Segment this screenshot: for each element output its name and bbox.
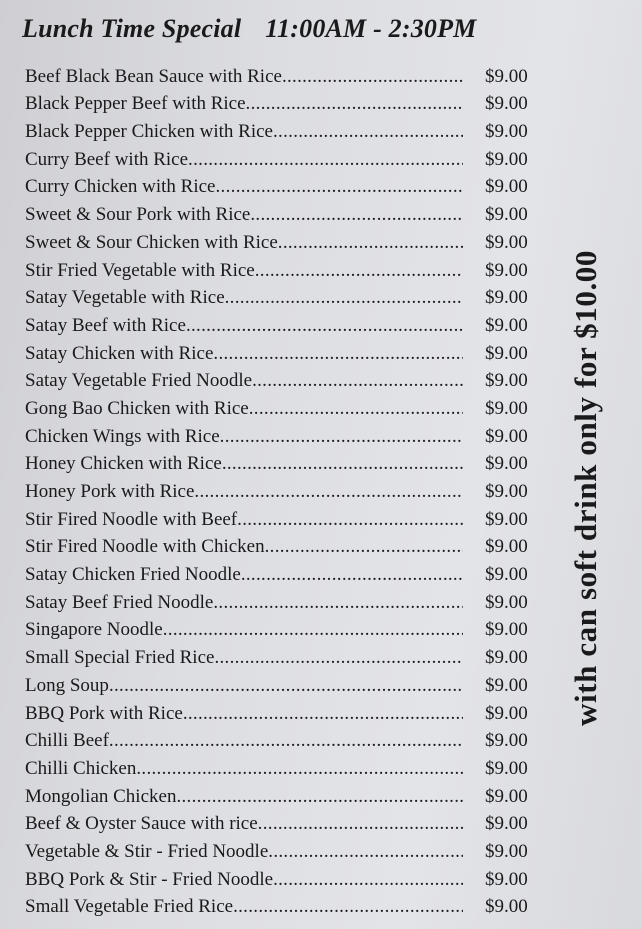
menu-item-name: Satay Beef Fried Noodle	[25, 591, 214, 613]
menu-item-name: Satay Beef with Rice	[25, 314, 186, 336]
menu-item	[25, 310, 545, 338]
dot-leader	[268, 840, 463, 864]
dot-leader	[250, 203, 463, 227]
menu-item	[25, 393, 545, 421]
menu-item-price: $9.00	[485, 231, 528, 253]
menu-item-price: $9.00	[485, 868, 528, 890]
menu-item-price: $9.00	[485, 647, 528, 669]
menu-item	[25, 726, 545, 754]
menu-item-name: Sweet & Sour Pork with Rice	[25, 204, 251, 226]
menu-item	[25, 587, 545, 615]
menu-item-name: BBQ Pork & Stir - Fried Noodle	[25, 868, 274, 890]
dot-leader	[183, 702, 463, 726]
menu-title: Lunch Time Special	[22, 14, 242, 43]
menu-item	[25, 89, 545, 117]
menu-item-price: $9.00	[485, 481, 528, 502]
menu-item	[25, 144, 545, 172]
dot-leader	[213, 591, 463, 615]
menu-item	[25, 116, 545, 144]
menu-item	[25, 892, 545, 920]
dot-leader	[225, 286, 463, 310]
dot-leader	[136, 757, 463, 781]
dot-leader	[252, 369, 463, 393]
menu-item	[25, 338, 545, 366]
menu-item	[25, 61, 545, 89]
menu-item-name: Stir Fried Vegetable with Rice	[25, 259, 255, 281]
menu-item	[25, 255, 545, 283]
menu-item-name: Stir Fired Noodle with Beef	[25, 508, 238, 530]
dot-leader	[213, 342, 463, 366]
dot-leader	[220, 425, 463, 449]
menu-item-price: $9.00	[485, 591, 528, 613]
menu-item	[25, 532, 545, 560]
menu-item	[25, 864, 545, 892]
menu-item	[25, 283, 545, 311]
menu-item-name: Satay Vegetable with Rice	[25, 287, 225, 309]
menu-item	[25, 559, 545, 587]
drink-offer-note: with can soft drink only for $10.00	[568, 250, 603, 726]
dot-leader	[255, 259, 463, 283]
dot-leader	[233, 895, 463, 919]
menu-item-name: Vegetable & Stir - Fried Noodle	[25, 840, 269, 862]
dot-leader	[163, 618, 463, 642]
dot-leader	[246, 92, 463, 116]
menu-item-name: Curry Beef with Rice	[25, 148, 189, 170]
dot-leader	[109, 674, 463, 698]
dot-leader	[214, 646, 463, 670]
menu-item-name: Chicken Wings with Rice	[25, 425, 220, 447]
menu-item-name: Honey Pork with Rice	[25, 481, 195, 502]
menu-item-price: $9.00	[485, 314, 528, 336]
menu-item-name: Beef & Oyster Sauce with rice	[25, 813, 258, 835]
menu-item-price: $9.00	[485, 702, 528, 724]
menu-item-price: $9.00	[485, 453, 528, 475]
menu-item-price: $9.00	[485, 204, 528, 226]
menu-item-price: $9.00	[485, 121, 528, 143]
menu-item-name: Satay Chicken with Rice	[25, 342, 214, 364]
menu-item-price: $9.00	[485, 425, 528, 447]
menu-item	[25, 504, 545, 532]
menu-item-name: Mongolian Chicken	[25, 785, 177, 807]
menu-item-price: $9.00	[485, 397, 528, 419]
menu-item-name: Long Soup	[25, 674, 109, 696]
menu-item-name: Small Vegetable Fried Rice	[25, 896, 234, 918]
menu-item	[25, 421, 545, 449]
menu-item-price: $9.00	[485, 896, 528, 918]
menu-item-price: $9.00	[485, 259, 528, 281]
menu-item-price: $9.00	[485, 370, 528, 392]
menu-item	[25, 781, 545, 809]
menu-header	[22, 14, 582, 44]
dot-leader	[176, 785, 463, 809]
menu-item-name: Chilli Beef	[25, 730, 109, 752]
dot-leader	[273, 120, 463, 144]
menu-item-price: $9.00	[485, 619, 528, 641]
menu-item-name: Black Pepper Chicken with Rice	[25, 121, 273, 143]
menu-item-name: Small Special Fried Rice	[25, 647, 215, 669]
menu-item-name: Beef Black Bean Sauce with Rice	[25, 65, 282, 87]
menu-item	[25, 449, 545, 477]
dot-leader	[282, 65, 463, 89]
menu-item-price: $9.00	[485, 93, 528, 115]
menu-item-price: $9.00	[485, 813, 528, 835]
menu-item	[25, 836, 545, 864]
menu-item-price: $9.00	[485, 840, 528, 862]
menu-item-price: $9.00	[485, 730, 528, 752]
menu-hours: 11:00AM - 2:30PM	[265, 14, 477, 43]
menu-item	[25, 670, 545, 698]
menu-item-price: $9.00	[485, 508, 528, 530]
dot-leader	[237, 508, 463, 532]
dot-leader	[278, 231, 463, 255]
menu-item-name: Honey Chicken with Rice	[25, 453, 222, 475]
menu-item-list	[25, 61, 545, 919]
menu-item-name: Sweet & Sour Chicken with Rice	[25, 231, 278, 253]
menu-item-name: Chilli Chicken	[25, 757, 137, 779]
menu-item	[25, 172, 545, 200]
menu-item-price: $9.00	[485, 757, 528, 779]
menu-item-price: $9.00	[485, 536, 528, 558]
dot-leader	[273, 868, 463, 892]
menu-item	[25, 476, 545, 504]
menu-item-name: Satay Chicken Fried Noodle	[25, 564, 241, 586]
menu-item	[25, 227, 545, 255]
menu-item-name: BBQ Pork with Rice	[25, 702, 183, 724]
menu-item-price: $9.00	[485, 785, 528, 807]
menu-item	[25, 753, 545, 781]
dot-leader	[188, 148, 463, 172]
menu-item-name: Gong Bao Chicken with Rice	[25, 397, 249, 419]
menu-item-price: $9.00	[485, 65, 528, 87]
menu-item-price: $9.00	[485, 342, 528, 364]
menu-item	[25, 199, 545, 227]
menu-item-price: $9.00	[485, 148, 528, 170]
dot-leader	[194, 480, 463, 504]
dot-leader	[241, 563, 463, 587]
dot-leader	[216, 175, 464, 199]
dot-leader	[222, 452, 463, 476]
menu-item-price: $9.00	[485, 564, 528, 586]
dot-leader	[186, 314, 463, 338]
dot-leader	[258, 812, 463, 836]
menu-item-name: Singapore Noodle	[25, 619, 163, 641]
menu-item-price: $9.00	[485, 287, 528, 309]
dot-leader	[109, 729, 463, 753]
menu-item-price: $9.00	[485, 176, 528, 198]
menu-item-name: Black Pepper Beef with Rice	[25, 93, 246, 115]
menu-item-name: Satay Vegetable Fried Noodle	[25, 370, 253, 392]
menu-item	[25, 642, 545, 670]
menu-item	[25, 809, 545, 837]
dot-leader	[265, 535, 463, 559]
dot-leader	[249, 397, 463, 421]
menu-item-name: Curry Chicken with Rice	[25, 176, 216, 198]
menu-item	[25, 366, 545, 394]
menu-item	[25, 698, 545, 726]
menu-item-name: Stir Fired Noodle with Chicken	[25, 536, 265, 558]
menu-item	[25, 615, 545, 643]
menu-item-price: $9.00	[485, 674, 528, 696]
